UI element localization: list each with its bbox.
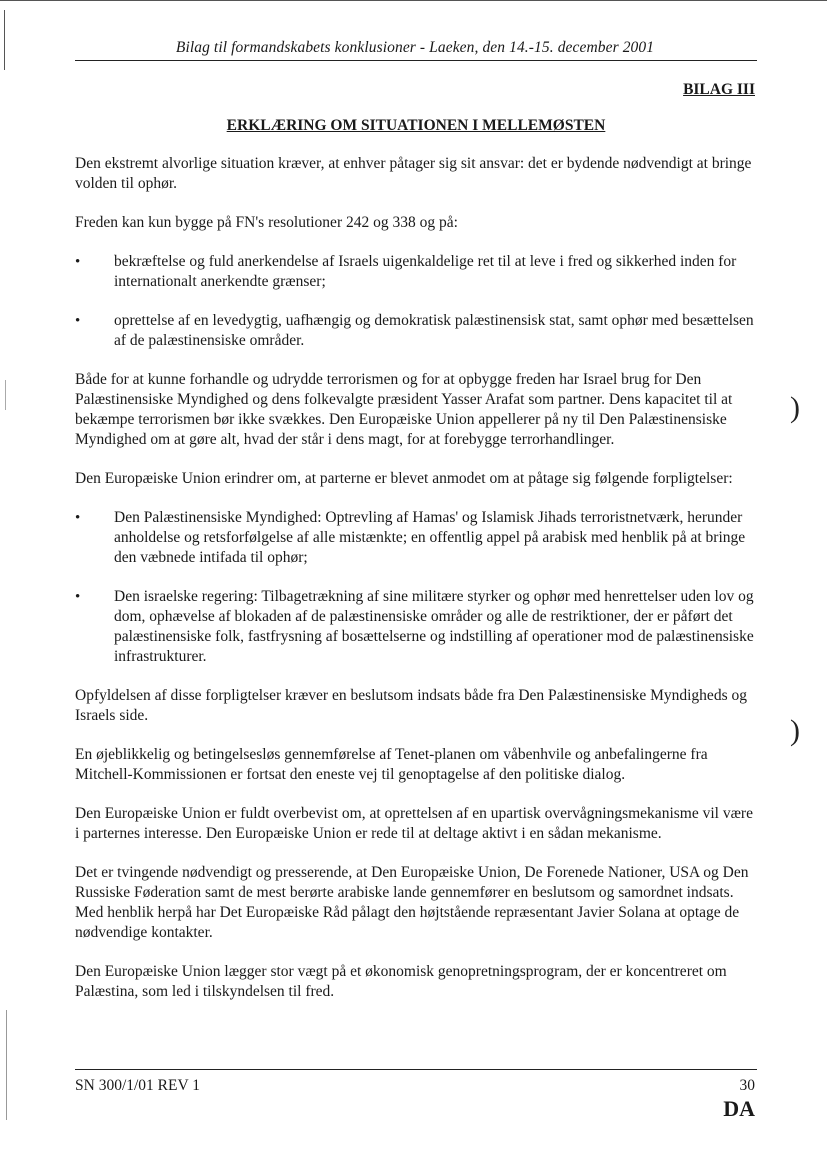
annex-label: BILAG III: [683, 81, 755, 98]
list-item-text: Den israelske regering: Tilbagetrækning af sine militære styrker og ophør med henrettelser uden lov og dom, ophævelse af blokaden af de palæstinensiske områder og alle de restriktioner, der er påført det palæstinensiske folk, fastfrysning af bosættelserne og indstilling af operationer mod de palæstinensiske infrastrukturer.: [114, 588, 754, 665]
page-number: 30: [739, 1077, 755, 1094]
list-item: [75, 252, 757, 292]
paragraph-3: Både for at kunne forhandle og udrydde terrorismen og for at opbygge freden har Israel brug for Den Palæstinensiske Myndighed og dens folkevalgte præsident Yasser Arafat som partner. Dens kapacitet til at bekæmpe terrorismen bør ikke svækkes. Den Europæiske Union appellerer på ny til Den Palæstinensiske Myndighed om at gøre alt, hvad der står i dens magt, for at forebygge terrorhandlinger.: [75, 371, 733, 448]
list-item-text: bekræftelse og fuld anerkendelse af Israels uigenkaldelige ret til at leve i fred og sikkerhed inden for internationalt anerkendte grænser;: [114, 253, 737, 290]
document-body: [75, 154, 757, 1021]
language-code: DA: [723, 1096, 755, 1121]
footer-rule: [75, 1069, 757, 1070]
scan-edge-left-bottom: [6, 1010, 7, 1120]
paragraph-2: Freden kan kun bygge på FN's resolutioner 242 og 338 og på:: [75, 214, 458, 231]
running-header: Bilag til formandskabets konklusioner - Laeken, den 14.-15. december 2001: [175, 39, 655, 56]
paragraph-8: Det er tvingende nødvendigt og presserende, at Den Europæiske Union, De Forenede Nationer, USA og Den Russiske Føderation samt de mest berørte arabiske lande gennemfører en beslutsom og samordnet indsats. Med henblik herpå har Det Europæiske Råd pålagt den højtstående repræsentant Javier Solana at optage de nødvendige kontakter.: [75, 864, 749, 941]
header-rule: [75, 60, 757, 61]
bullet-icon: •: [75, 510, 81, 526]
scan-mark-bracket-2: ): [790, 714, 800, 747]
list-item: [75, 311, 757, 351]
paragraph-1: Den ekstremt alvorlige situation kræver, at enhver påtager sig sit ansvar: det er bydende nødvendigt at bringe volden til ophør.: [75, 155, 752, 192]
list-item: [75, 508, 757, 568]
paragraph-6: En øjeblikkelig og betingelsesløs gennemførelse af Tenet-planen om våbenhvile og anbefalingerne fra Mitchell-Kommissionen er fortsat den eneste vej til genoptagelse af den politiske dialog.: [75, 746, 708, 783]
scan-edge-left-mid: [5, 380, 6, 410]
list-item-text: oprettelse af en levedygtig, uafhængig og demokratisk palæstinensisk stat, samt ophør med besættelsen af de palæstinensiske områder.: [114, 312, 754, 349]
bullet-icon: •: [75, 254, 81, 270]
bullet-list-obligations: [75, 508, 757, 667]
paragraph-4: Den Europæiske Union erindrer om, at parterne er blevet anmodet om at påtage sig følgende forpligtelser:: [75, 470, 733, 487]
paragraph-5: Opfyldelsen af disse forpligtelser kræver en beslutsom indsats både fra Den Palæstinensiske Myndigheds og Israels side.: [75, 687, 747, 724]
paragraph-7: Den Europæiske Union er fuldt overbevist om, at oprettelsen af en upartisk overvågningsmekanisme vil være i parternes interesse. Den Europæiske Union er rede til at deltage aktivt i en sådan mekanisme.: [75, 805, 753, 842]
document-title: ERKLÆRING OM SITUATIONEN I MELLEMØSTEN: [226, 117, 606, 134]
scan-edge-top: [0, 0, 827, 1]
bullet-list-conditions: [75, 252, 757, 351]
scan-edge-left-top: [4, 10, 5, 70]
paragraph-9: Den Europæiske Union lægger stor vægt på et økonomisk genopretningsprogram, der er koncentreret om Palæstina, som led i tilskyndelsen til fred.: [75, 963, 727, 1000]
list-item: [75, 587, 757, 667]
bullet-icon: •: [75, 313, 81, 329]
document-reference: SN 300/1/01 REV 1: [75, 1077, 201, 1094]
bullet-icon: •: [75, 589, 81, 605]
scan-mark-bracket-1: ): [790, 391, 800, 424]
list-item-text: Den Palæstinensiske Myndighed: Optrevling af Hamas' og Islamisk Jihads terroristnetværk, herunder anholdelse og retsforfølgelse af alle mistænkte; en offentlig appel på arabisk med henblik på at bringe den væbnede intifada til ophør;: [114, 509, 746, 566]
